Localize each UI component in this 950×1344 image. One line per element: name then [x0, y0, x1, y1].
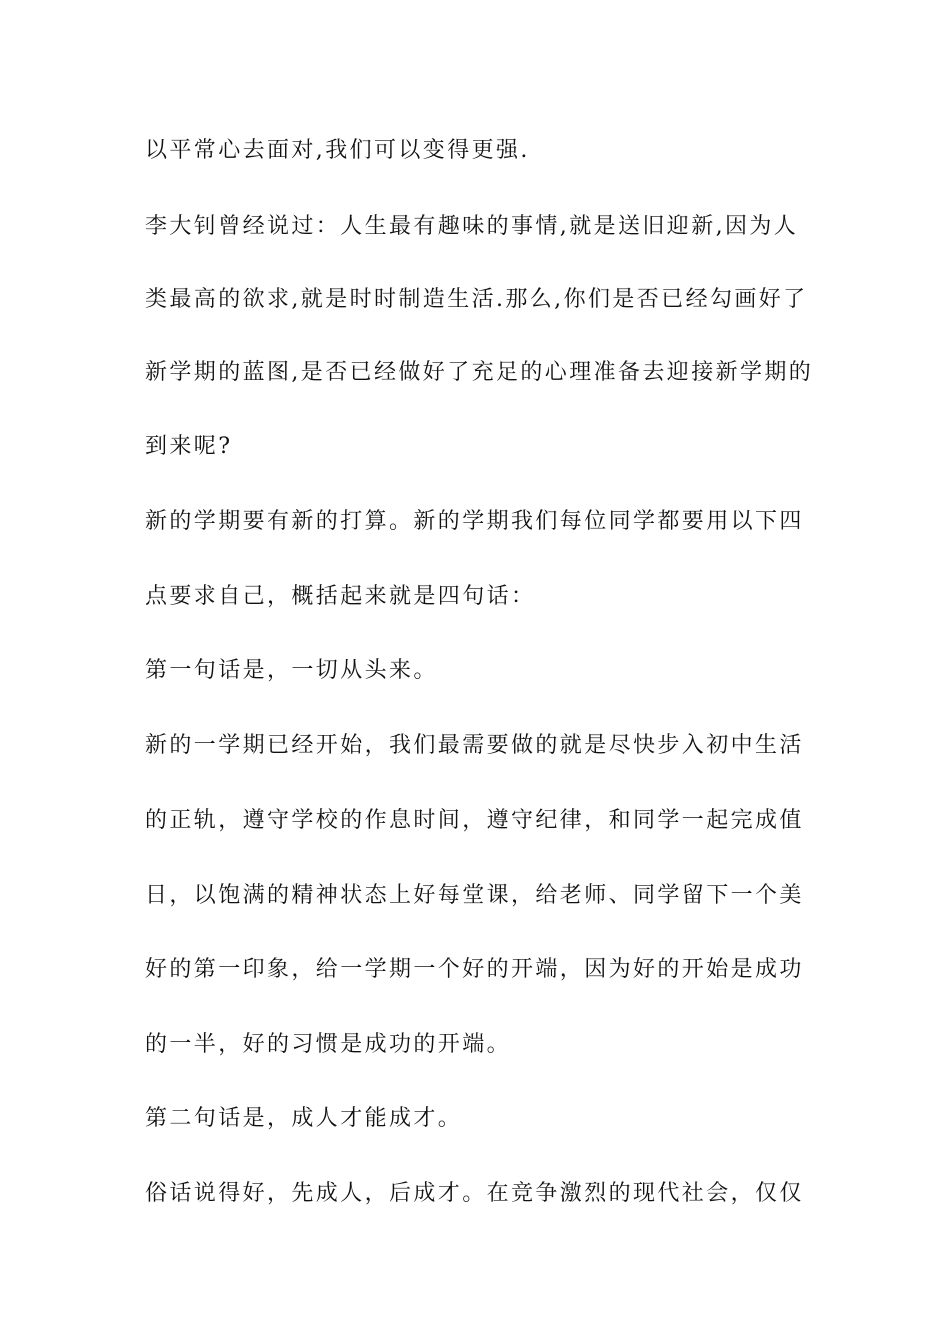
text-line: 日，以饱满的精神状态上好每堂课，给老师、同学留下一个美 — [145, 883, 804, 908]
text-line: 类最高的欲求,就是时时制造生活.那么,你们是否已经勾画好了 — [145, 287, 808, 312]
text-line: 的正轨，遵守学校的作息时间，遵守纪律，和同学一起完成值 — [145, 808, 804, 833]
text-line: 第一句话是，一切从头来。 — [145, 658, 438, 683]
text-line: 新的一学期已经开始，我们最需要做的就是尽快步入初中生活 — [145, 733, 804, 758]
text-line: 好的第一印象，给一学期一个好的开端，因为好的开始是成功 — [145, 957, 804, 982]
text-line: 到来呢? — [145, 434, 233, 459]
text-line: 的一半，好的习惯是成功的开端。 — [145, 1032, 512, 1057]
text-line: 新的学期要有新的打算。新的学期我们每位同学都要用以下四 — [145, 509, 804, 534]
text-line: 点要求自己，概括起来就是四句话： — [145, 584, 536, 609]
text-line: 俗话说得好，先成人，后成才。在竞争激烈的现代社会，仅仅 — [145, 1181, 804, 1206]
text-line: 第二句话是，成人才能成才。 — [145, 1106, 463, 1131]
text-line: 李大钊曾经说过：人生最有趣味的事情,就是送旧迎新,因为人 — [145, 214, 799, 239]
text-line: 新学期的蓝图,是否已经做好了充足的心理准备去迎接新学期的 — [145, 360, 814, 385]
text-line: 以平常心去面对,我们可以变得更强. — [145, 138, 530, 163]
